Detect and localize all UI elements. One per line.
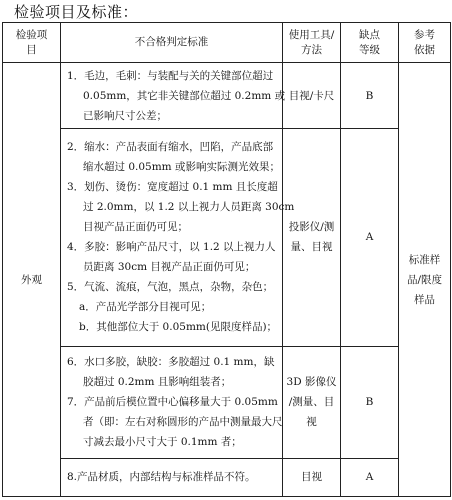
criteria-cell [61,63,286,129]
criteria-cell [61,129,295,346]
criteria-cell [61,458,283,496]
header-criteria: 不合格判定标准 [61,23,283,63]
criteria-line: 6．水口多胶，缺胶：多胶超过 0.1 mm，缺 [67,356,275,369]
criteria-line: 已影响尺寸公差； [83,109,167,122]
tool-cell [283,346,341,458]
header-grade [341,23,399,63]
grade-cell: A [341,129,399,346]
tool-line: /测量、目 [288,396,335,409]
criteria-line: 胶超过 0.2mm 且影响组装者； [83,376,232,389]
table-row [3,63,451,129]
criteria-line: 7．产品前后模位置中心偏移量大于 0.05mm [67,396,278,409]
criteria-line: a．产品光学部分目视可见； [79,301,212,314]
criteria-line: 5．气流、流痕，气泡，黑点，杂物，杂色； [67,281,274,294]
header-item-line: 目 [26,43,37,56]
table-row [3,346,451,458]
header-reference-line: 参考 [414,28,435,41]
grade-cell: A [341,458,399,496]
tool-cell [283,458,341,496]
criteria-line: 0.05mm，其它非关键部位超过 0.2mm 或 [83,89,286,102]
tool-line: 目视 [301,471,322,484]
criteria-line: 3．划伤、烫伤：宽度超过 0.1 mm 且长度超 [67,181,278,194]
tool-line: 视 [306,416,317,429]
tool-line: 量、目视 [290,241,333,254]
criteria-line: 目视产品正面仍可见； [83,221,188,234]
criteria-line: 缩水超过 0.05mm 或影响实际测光效果； [83,161,280,174]
table-row [3,129,451,346]
reference-line: 标准样 [408,253,441,266]
criteria-line: 寸减去最小尺寸大于 0.1mm 者； [83,436,242,449]
header-tool [283,23,341,63]
table-row [3,458,451,496]
criteria-line: 8.产品材质，内部结构与标准样品不符。 [67,471,256,484]
grade-cell: B [341,346,399,458]
header-reference-line: 依据 [414,43,435,56]
header-grade-line: 等级 [359,43,380,56]
grade-cell: B [341,63,399,129]
reference-cell [399,63,451,497]
tool-line: 3D 影像仪 [286,376,337,389]
reference-line: 样品 [414,293,435,306]
tool-cell [283,129,341,346]
criteria-cell [61,346,283,458]
criteria-line: 员距离 30cm 目视产品正面仍可见； [83,261,256,274]
criteria-line: 2．缩水：产品表面有缩水，凹陷，产品底部 [67,141,274,154]
header-item-line: 检验项 [15,28,48,41]
header-tool-line: 使用工具/ [288,28,335,41]
criteria-line: 过 2.0mm，以 1.2 以上视力人员距离 30cm [83,201,295,214]
inspection-item-cell: 外观 [3,63,61,497]
header-item [3,23,61,63]
header-reference [399,23,451,63]
criteria-line: b．其他部位大于 0.05mm(见限度样品)； [79,321,278,334]
criteria-line: 者（即：左右对称圆形的产品中测量最大尺 [83,416,283,429]
tool-line: 投影仪/测 [288,221,335,234]
header-grade-line: 缺点 [359,28,380,41]
header-row [3,23,451,63]
criteria-line: 1．毛边，毛刺：与装配与关的关键部位超过 [67,69,274,82]
tool-cell [283,63,341,129]
section-title: 检验项目及标准： [14,3,139,21]
inspection-standard-table [2,22,451,497]
reference-line: 品/限度 [406,273,443,286]
header-tool-line: 方法 [301,43,322,56]
criteria-line: 4．多胶：影响产品尺寸，以 1.2 以上视力人 [67,241,276,254]
tool-line: 目视/卡尺 [288,89,335,102]
